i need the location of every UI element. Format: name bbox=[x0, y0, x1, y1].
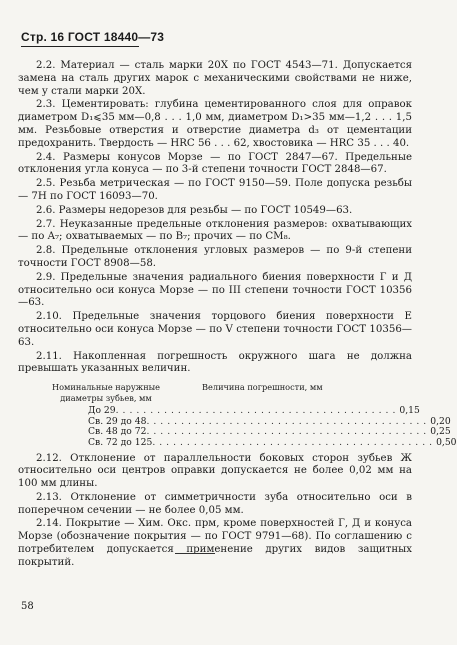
paragraph-2-2: 2.2. Материал — сталь марки 20Х по ГОСТ 4543—71. Допускается замена на сталь других марок с механическими свойствами не ниже, чем у стали марки 20Х. bbox=[18, 60, 412, 97]
table-cell-range: Св. 29 до 48 bbox=[88, 415, 147, 427]
dot-leader: ......................................... bbox=[146, 426, 431, 438]
page-header: Стр. 16 ГОСТ 18440—73 bbox=[21, 30, 165, 44]
table-cell-value: 0,25 bbox=[430, 426, 451, 438]
footer-rule bbox=[175, 553, 215, 554]
table-row bbox=[18, 436, 457, 449]
dot-leader: ......................................... bbox=[115, 405, 400, 417]
paragraph-2-4: 2.4. Размеры конусов Морзе — по ГОСТ 2847—67. Предельные отклонения угла конуса — по 3-й степени точности ГОСТ 2848—67. bbox=[18, 151, 412, 176]
header-rule bbox=[21, 46, 139, 47]
table-header-error: Величина погрешности, мм bbox=[202, 382, 323, 393]
document-body bbox=[18, 60, 457, 571]
paragraph-2-9: 2.9. Предельные значения радиального биения поверхности Г и Д относительно оси конуса Морзе — по III степени точности ГОСТ 10356—63. bbox=[18, 271, 412, 309]
dot-leader: ......................................... bbox=[146, 415, 431, 427]
error-table bbox=[18, 382, 457, 448]
table-cell-range: Св. 72 до 125 bbox=[88, 436, 153, 448]
table-cell-range: Св. 48 до 72 bbox=[88, 426, 147, 438]
paragraph-2-13: 2.13. Отклонение от симметричности зуба относительно оси в поперечном сечении — не более 0,05 мм. bbox=[18, 491, 412, 516]
paragraph-2-11: 2.11. Накопленная погрешность окружного шага не должна превышать указанных величин. bbox=[18, 350, 412, 375]
paragraph-2-10: 2.10. Предельные значения торцового биения поверхности Е относительно оси конуса Морзе — по V степени точности ГОСТ 10356—63. bbox=[18, 311, 412, 348]
paragraph-2-3: 2.3. Цементировать: глубина цементированного слоя для оправок диаметром D₁⩽35 мм—0,8 . . . 1,0 мм, диаметром D₁>35 мм—1,2 . . . 1,5 мм. Резьбовые отверстия и отверстие диаметра d₃ от цементации предохранить. Твердость — HRC 56 . . . 62, хвостовика — HRC 35 . . . 40. bbox=[18, 99, 412, 149]
dot-leader: ......................................... bbox=[152, 436, 437, 448]
table-header bbox=[18, 382, 412, 403]
paragraph-2-14: 2.14. Покрытие — Хим. Окс. прм, кроме поверхностей Г, Д и конуса Морзе (обозначение покрытия — по ГОСТ 9791—68). По соглашению с потребителем допускается применение других видов защитных покрытий. bbox=[18, 518, 412, 568]
paragraph-2-12: 2.12. Отклонение от параллельности боковых сторон зубьев Ж относительно оси центров оправки допускается не более 0,02 мм на 100 мм длины. bbox=[18, 452, 412, 490]
paragraph-2-6: 2.6. Размеры недорезов для резьбы — по ГОСТ 10549—63. bbox=[36, 204, 353, 216]
page-number: 58 bbox=[21, 601, 34, 612]
table-cell-value: 0,50 bbox=[436, 436, 457, 448]
table-cell-range: До 29 bbox=[88, 405, 116, 417]
paragraph-2-5: 2.5. Резьба метрическая — по ГОСТ 9150—59. Поле допуска резьбы — 7H по ГОСТ 16093—70. bbox=[18, 178, 412, 202]
paragraph-2-8: 2.8. Предельные отклонения угловых размеров — по 9-й степени точности ГОСТ 8908—58. bbox=[18, 245, 412, 269]
paragraph-2-7: 2.7. Неуказанные предельные отклонения размеров: охватывающих — по A₇; охватываемых — по B₇; прочих — по CM₈. bbox=[18, 218, 412, 243]
table-cell-value: 0,20 bbox=[430, 415, 451, 427]
table-header-diameter: Номинальные наружные диаметры зубьев, мм bbox=[51, 382, 161, 403]
table-cell-value: 0,15 bbox=[399, 405, 420, 417]
